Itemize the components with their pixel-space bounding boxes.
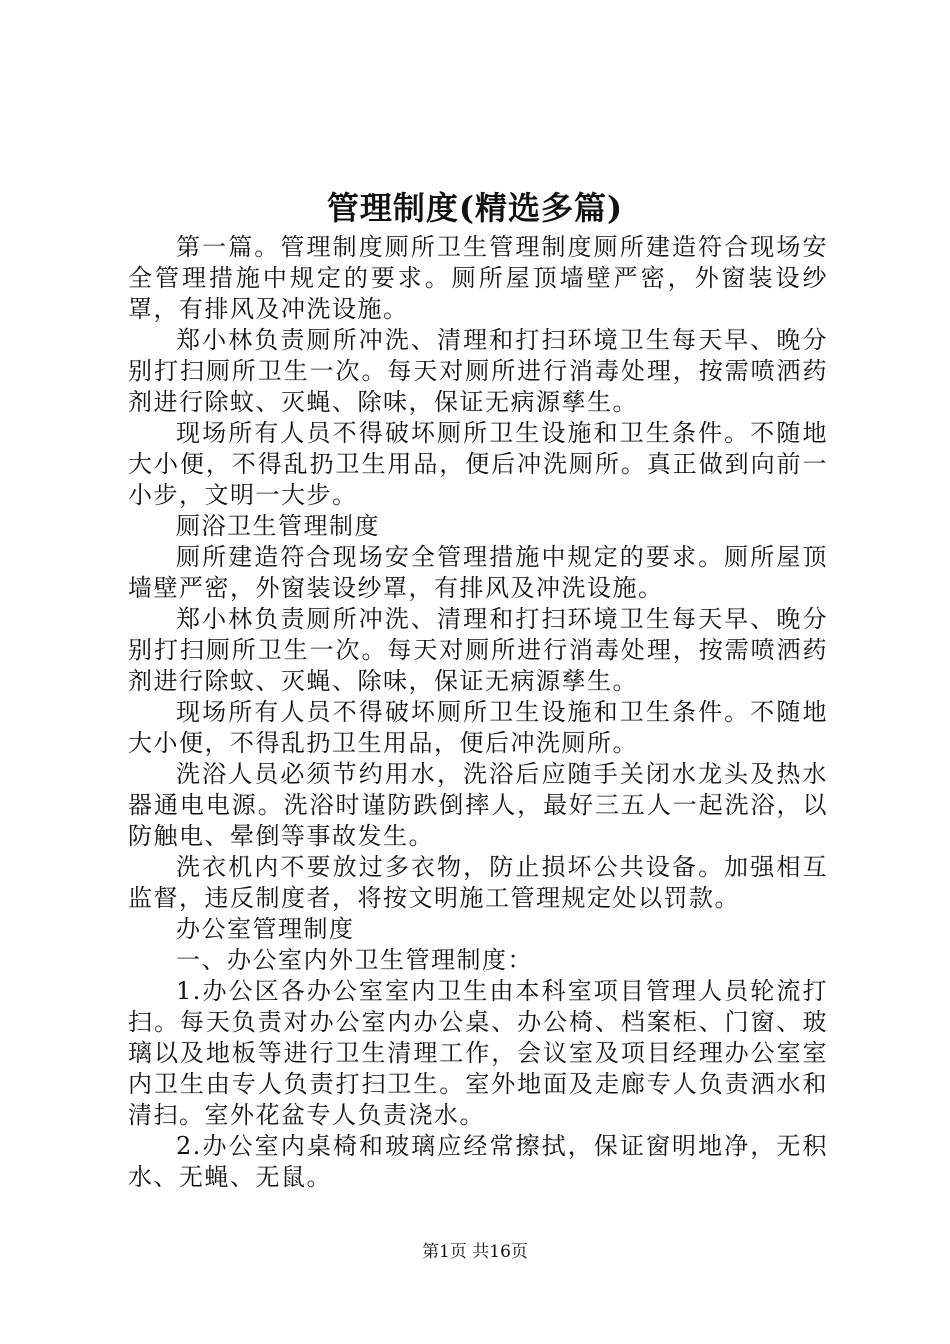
- subsection-heading-1: 一、办公室内外卫生管理制度：: [176, 946, 533, 974]
- paragraph-6: 郑小林负责厕所冲洗、清理和打扫环境卫生每天早、晚分别打扫厕所卫生一次。每天对厕所进行消毒处理，按需喷洒药剂进行除蚊、灭蝇、除味，保证无病源孳生。: [128, 605, 828, 695]
- paragraph-13: 2.办公室内桌椅和玻璃应经常擦拭，保证窗明地净，无积水、无蝇、无鼠。: [128, 1132, 828, 1191]
- paragraph-5: 厕所建造符合现场安全管理措施中规定的要求。厕所屋顶墙壁严密，外窗装设纱罩，有排风及冲洗设施。: [128, 543, 828, 602]
- document-body: [128, 232, 828, 1193]
- section-heading-office: 办公室管理制度: [176, 915, 355, 943]
- section-heading-bath: 厕浴卫生管理制度: [176, 512, 380, 540]
- paragraph-7: 现场所有人员不得破坏厕所卫生设施和卫生条件。不随地大小便，不得乱扔卫生用品，便后冲洗厕所。: [128, 698, 828, 757]
- paragraph-9: 洗衣机内不要放过多衣物，防止损坏公共设备。加强相互监督，违反制度者，将按文明施工管理规定处以罚款。: [128, 853, 828, 912]
- document-title: 管理制度(精选多篇): [326, 189, 624, 227]
- page-footer: 第1页 共16页: [422, 1242, 528, 1262]
- paragraph-3: 现场所有人员不得破坏厕所卫生设施和卫生条件。不随地大小便，不得乱扔卫生用品，便后冲洗厕所。真正做到向前一小步，文明一大步。: [128, 419, 828, 509]
- paragraph-1: 第一篇。管理制度厕所卫生管理制度厕所建造符合现场安全管理措施中规定的要求。厕所屋顶墙壁严密，外窗装设纱罩，有排风及冲洗设施。: [128, 233, 828, 323]
- paragraph-2: 郑小林负责厕所冲洗、清理和打扫环境卫生每天早、晚分别打扫厕所卫生一次。每天对厕所进行消毒处理，按需喷洒药剂进行除蚊、灭蝇、除味，保证无病源孳生。: [128, 326, 828, 416]
- paragraph-12: 1.办公区各办公室室内卫生由本科室项目管理人员轮流打扫。每天负责对办公室内办公桌、办公椅、档案柜、门窗、玻璃以及地板等进行卫生清理工作，会议室及项目经理办公室室内卫生由专人负责打扫卫生。室外地面及走廊专人负责洒水和清扫。室外花盆专人负责浇水。: [128, 977, 828, 1129]
- paragraph-8: 洗浴人员必须节约用水，洗浴后应随手关闭水龙头及热水器通电电源。洗浴时谨防跌倒摔人，最好三五人一起洗浴，以防触电、晕倒等事故发生。: [128, 760, 828, 850]
